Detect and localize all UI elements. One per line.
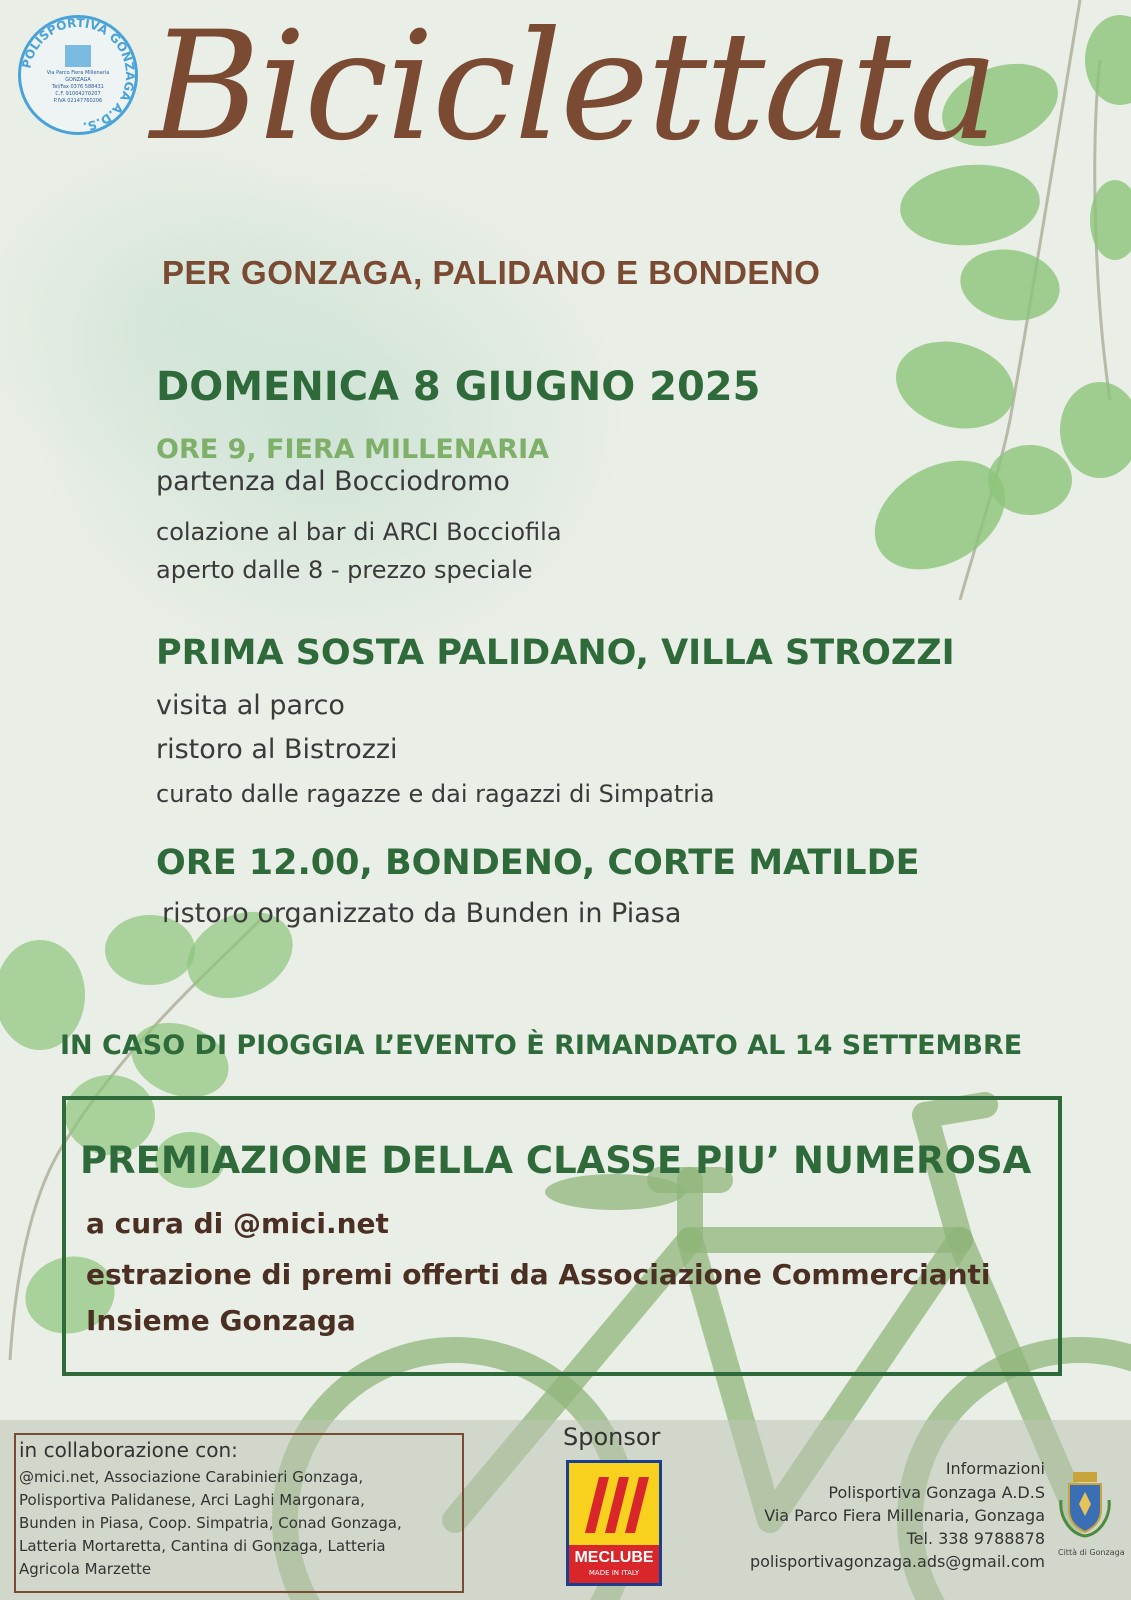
info-line: Via Parco Fiera Millenaria, Gonzaga [764,1506,1045,1525]
event-subtitle: PER GONZAGA, PALIDANO E BONDENO [162,254,821,291]
first-stop-line: visita al parco [156,690,345,721]
bondeno-heading: ORE 12.00, BONDENO, CORTE MATILDE [156,843,920,883]
logo-ring-label: POLISPORTIVA GONZAGA A.D.S. [19,15,138,134]
logo-line: Via Parco Fiera Millenaria [46,70,110,76]
start-line: colazione al bar di ARCI Bocciofila [156,518,562,546]
crest-caption: Città di Gonzaga [1058,1548,1125,1557]
meclube-logo [566,1460,662,1586]
logo-line: Tel/Fax 0376 588431 [52,84,104,90]
collaboration-line: Latteria Mortaretta, Cantina di Gonzaga, Latteria [19,1537,386,1555]
info-line: Informazioni [945,1459,1045,1478]
collaboration-title: in collaborazione con: [19,1438,238,1462]
first-stop-line: curato dalle ragazze e dai ragazzi di Simpatria [156,780,715,808]
collaboration-line: Bunden in Piasa, Coop. Simpatria, Conad Gonzaga, [19,1514,402,1532]
collaboration-line: Agricola Marzette [19,1560,152,1578]
start-line: partenza dal Bocciodromo [156,466,510,497]
start-line: aperto dalle 8 - prezzo speciale [156,556,533,584]
collaboration-line: @mici.net, Associazione Carabinieri Gonzaga, [19,1468,364,1486]
info-line: Polisportiva Gonzaga A.D.S [828,1483,1045,1502]
sponsor-title: Sponsor [563,1423,661,1451]
meclube-mark-icon [577,1473,651,1537]
logo-line: C.F. 91004270207 [55,91,101,97]
logo-line: P.IVA 02147760206 [53,98,103,104]
prize-line: a cura di @mici.net [86,1207,389,1240]
info-line: Tel. 338 9788878 [906,1529,1045,1548]
bondeno-line: ristoro organizzato da Bunden in Piasa [162,898,682,929]
start-time: ORE 9, FIERA MILLENARIA [156,434,550,465]
event-date: DOMENICA 8 GIUGNO 2025 [156,364,761,410]
info-line: polisportivagonzaga.ads@gmail.com [749,1552,1045,1571]
meclube-label: MECLUBE [574,1549,654,1566]
prize-line: Insieme Gonzaga [86,1304,356,1337]
rain-notice: IN CASO DI PIOGGIA L’EVENTO È RIMANDATO AL 14 SETTEMBRE [60,1030,1023,1061]
logo-inner-text [40,70,116,105]
prize-title: PREMIAZIONE DELLA CLASSE PIU’ NUMEROSA [80,1139,1032,1182]
event-title: Biciclettata [150,0,997,174]
logo-line: GONZAGA [65,77,91,83]
meclube-sublabel: MADE IN ITALY [588,1569,640,1577]
gonzaga-crest-icon [1055,1470,1115,1540]
collaboration-line: Polisportiva Palidanese, Arci Laghi Margonara, [19,1491,365,1509]
prize-line: estrazione di premi offerti da Associazione Commercianti [86,1258,991,1291]
first-stop-heading: PRIMA SOSTA PALIDANO, VILLA STROZZI [156,633,955,673]
first-stop-line: ristoro al Bistrozzi [156,734,398,765]
